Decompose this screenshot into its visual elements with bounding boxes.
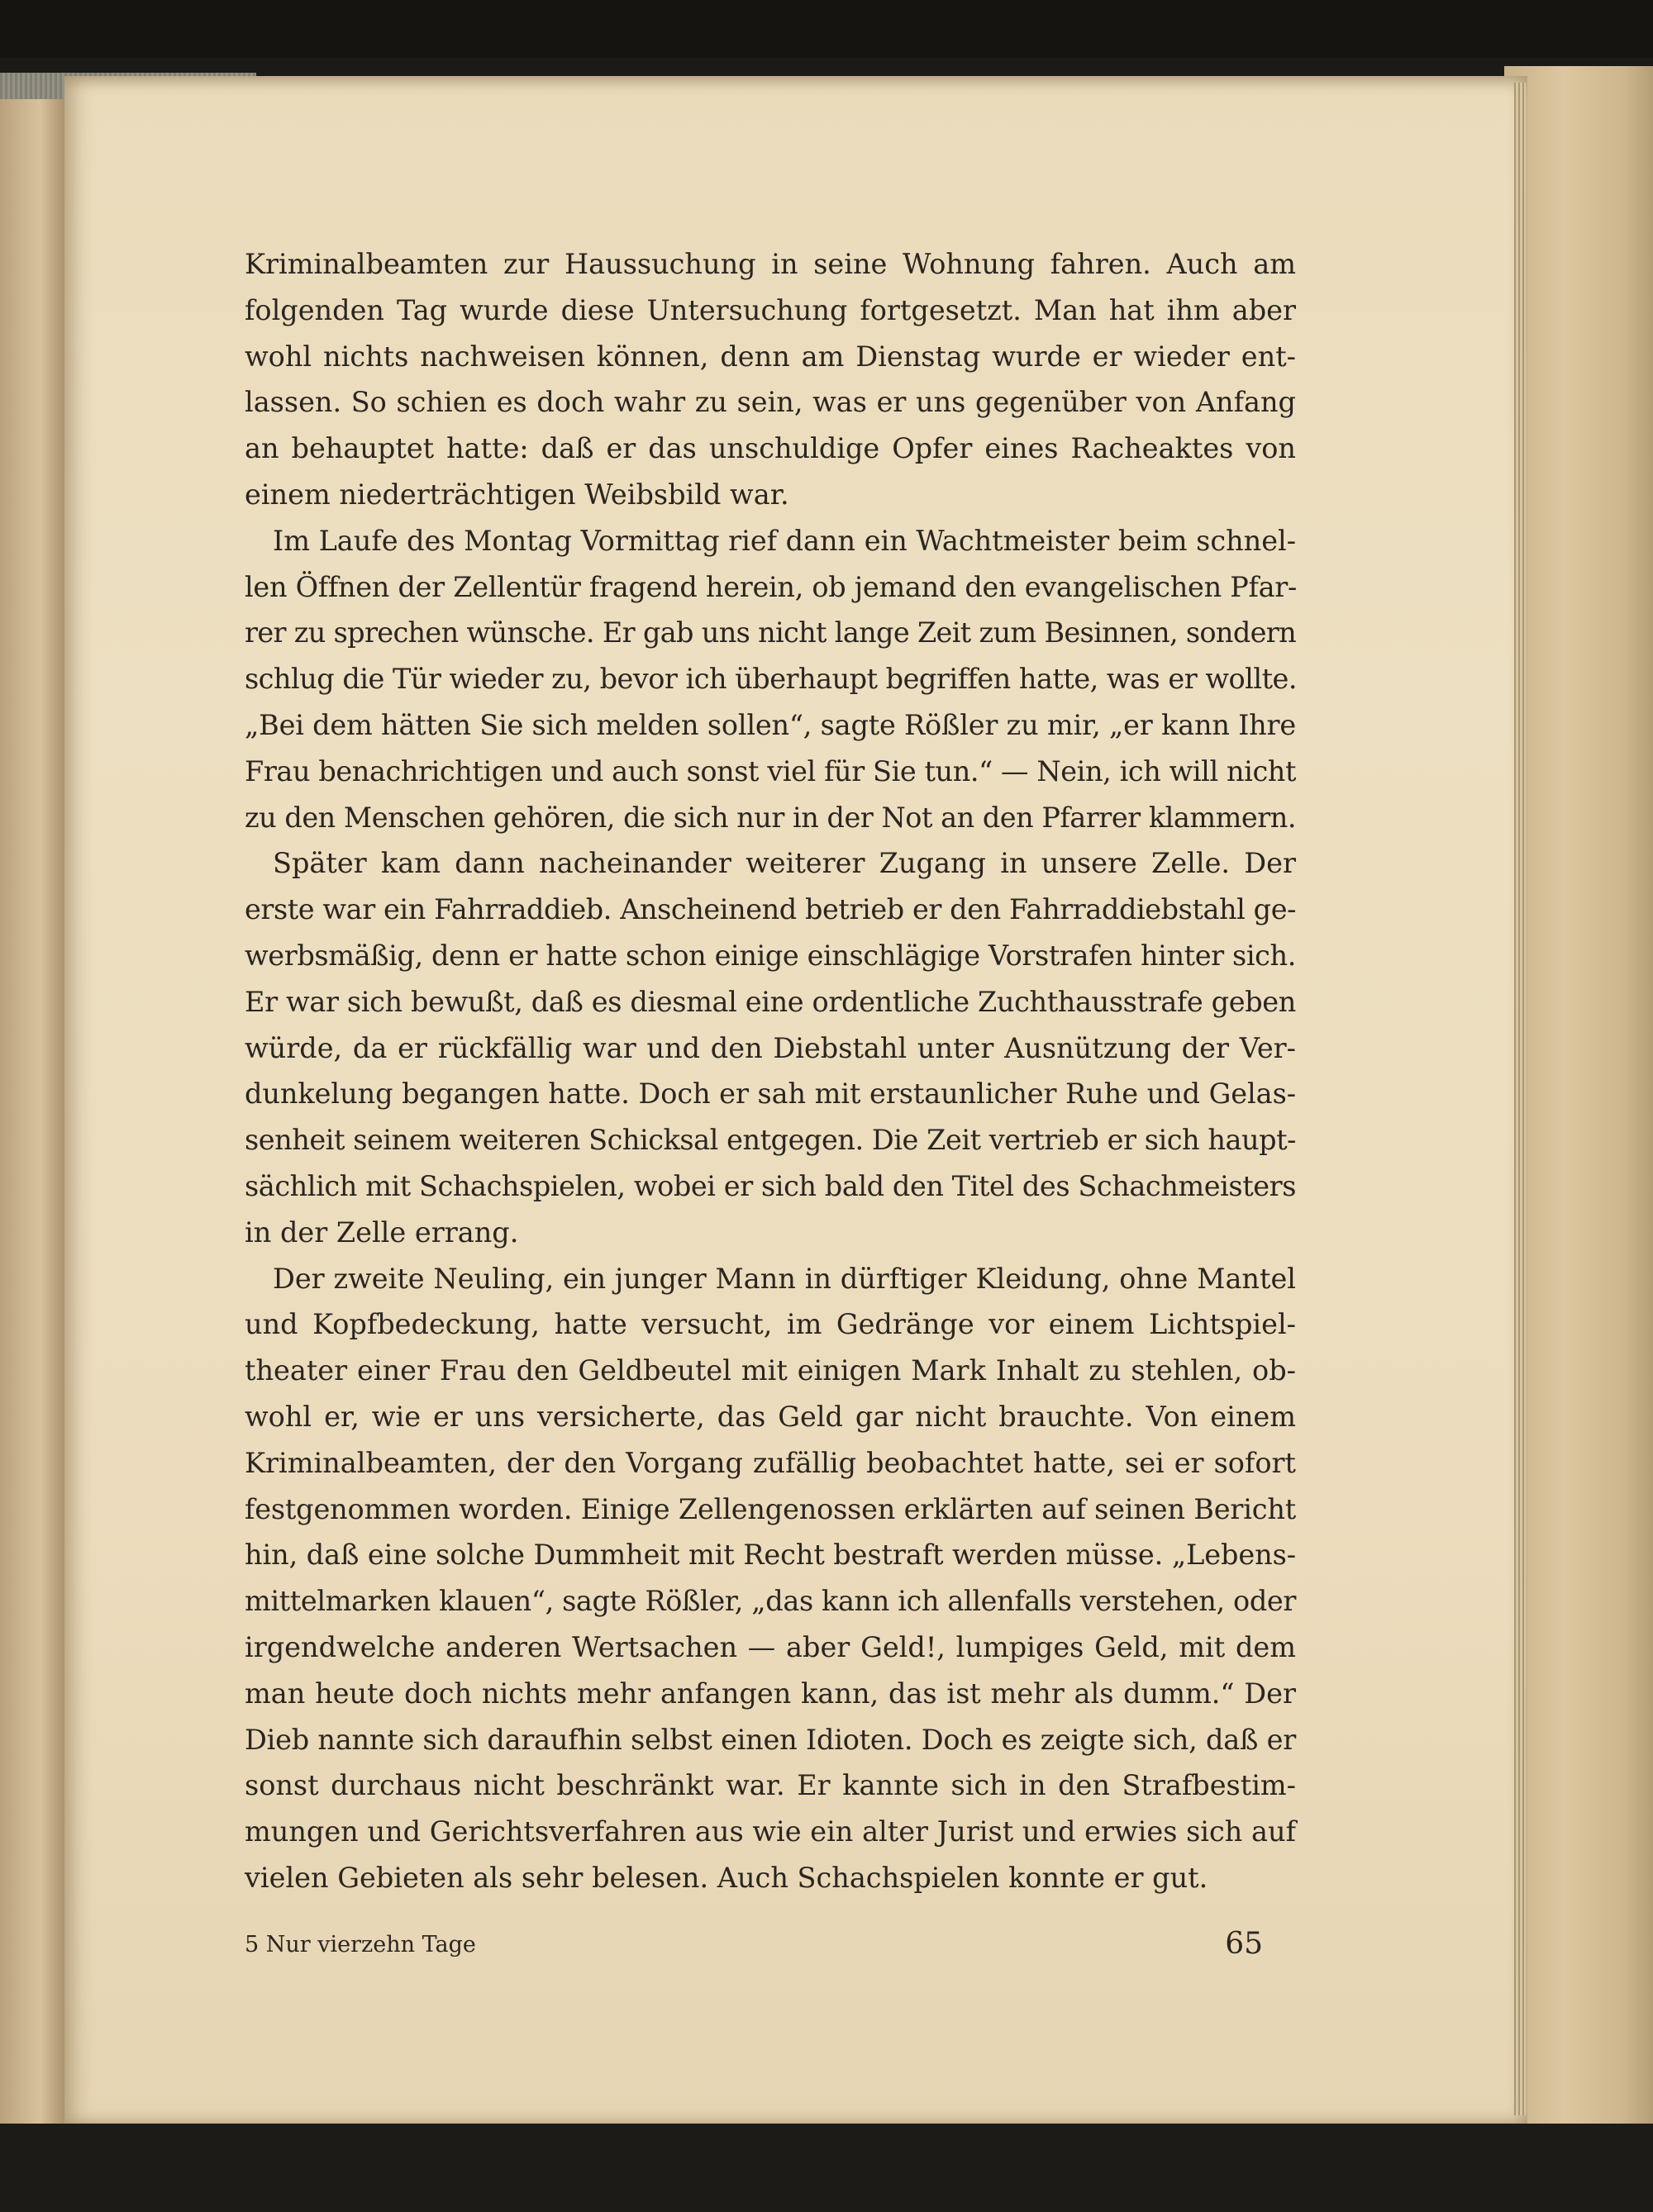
text-line: festgenommen worden. Einige Zellengenossen erklärten auf seinen Bericht [245,1492,1296,1525]
text-line: einem niederträchtigen Weibsbild war. [245,478,789,511]
scan-background-bottom [0,2124,1653,2212]
scan-background-top [0,0,1653,58]
text-line: senheit seinem weiteren Schicksal entgegen. Die Zeit vertrieb er sich haupt- [245,1124,1296,1157]
text-line: würde, da er rückfällig war und den Diebstahl unter Ausnützung der Ver- [245,1031,1296,1064]
text-line: Kriminalbeamten zur Haussuchung in seine Wohnung fahren. Auch am [245,248,1296,280]
text-line: len Öffnen der Zellentür fragend herein, ob jemand den evangelischen Pfar- [245,570,1297,603]
text-line: in der Zelle errang. [245,1215,519,1249]
text-line: Dieb nannte sich daraufhin selbst einen Idioten. Doch es zeigte sich, daß er [245,1723,1296,1756]
text-line: hin, daß eine solche Dummheit mit Recht bestraft werden müsse. „Lebens- [245,1539,1296,1572]
text-line: Im Laufe des Montag Vormittag rief dann ein Wachtmeister beim schnel- [273,524,1296,557]
text-line: man heute doch nichts mehr anfangen kann, das ist mehr als dumm.“ Der [245,1677,1296,1710]
text-line: an behauptet hatte: daß er das unschuldige Opfer eines Racheaktes von [245,432,1296,465]
text-line: rer zu sprechen wünsche. Er gab uns nicht lange Zeit zum Besinnen, sondern [245,616,1296,649]
signature-mark: 5 Nur vierzehn Tage [245,1932,476,1958]
text-line: sächlich mit Schachspielen, wobei er sich bald den Titel des Schachmeisters [245,1169,1296,1202]
paragraph [245,241,1296,518]
paragraph [245,1256,1296,1901]
text-line: Er war sich bewußt, daß es diesmal eine ordentliche Zuchthausstrafe geben [245,985,1296,1018]
text-line: Der zweite Neuling, ein junger Mann in dürftiger Kleidung, ohne Mantel [273,1262,1296,1295]
text-line: sonst durchaus nicht beschränkt war. Er kannte sich in den Strafbestim- [245,1769,1296,1802]
text-line: mungen und Gerichtsverfahren aus wie ein alter Jurist und erwies sich auf [245,1815,1296,1848]
left-page-edge [0,99,66,2132]
text-line: „Bei dem hätten Sie sich melden sollen“, sagte Rößler zu mir, „er kann Ihre [245,708,1296,741]
text-line: schlug die Tür wieder zu, bevor ich überhaupt begriffen hatte, was er wollte. [245,663,1297,696]
text-line: dunkelung begangen hatte. Doch er sah mit erstaunlicher Ruhe und Gelas- [245,1077,1296,1111]
text-line: werbsmäßig, denn er hatte schon einige einschlägige Vorstrafen hinter sich. [245,939,1296,972]
page-stack-edges [1514,83,1526,2115]
text-line: und Kopfbedeckung, hatte versucht, im Gedränge vor einem Lichtspiel- [245,1308,1296,1341]
text-line: Später kam dann nacheinander weiterer Zugang in unsere Zelle. Der [273,847,1296,880]
text-line: Kriminalbeamten, der den Vorgang zufällig beobachtet hatte, sei er sofort [245,1446,1296,1479]
text-line: folgenden Tag wurde diese Untersuchung fortgesetzt. Man hat ihm aber [245,293,1296,326]
text-line: wohl er, wie er uns versicherte, das Geld gar nicht brauchte. Von einem [245,1400,1296,1433]
paragraph [245,518,1296,841]
page-number: 65 [1225,1927,1263,1961]
text-line: vielen Gebieten als sehr belesen. Auch Schachspielen konnte er gut. [245,1861,1208,1894]
text-line: theater einer Frau den Geldbeutel mit einigen Mark Inhalt zu stehlen, ob- [245,1354,1296,1387]
text-line: erste war ein Fahrraddieb. Anscheinend betrieb er den Fahrraddiebstahl ge- [245,893,1296,926]
body-text [245,241,1296,1901]
text-line: lassen. So schien es doch wahr zu sein, was er uns gegenüber von Anfang [245,386,1296,419]
text-line: mittelmarken klauen“, sagte Rößler, „das kann ich allenfalls verstehen, oder [245,1585,1296,1618]
text-line: zu den Menschen gehören, die sich nur in der Not an den Pfarrer klammern. [245,801,1296,834]
text-line: irgendwelche anderen Wertsachen — aber Geld!, lumpiges Geld, mit dem [245,1630,1296,1663]
paragraph [245,840,1296,1255]
text-line: wohl nichts nachweisen können, denn am Dienstag wurde er wieder ent- [245,340,1296,373]
text-line: Frau benachrichtigen und auch sonst viel für Sie tun.“ — Nein, ich will nicht [245,754,1296,787]
